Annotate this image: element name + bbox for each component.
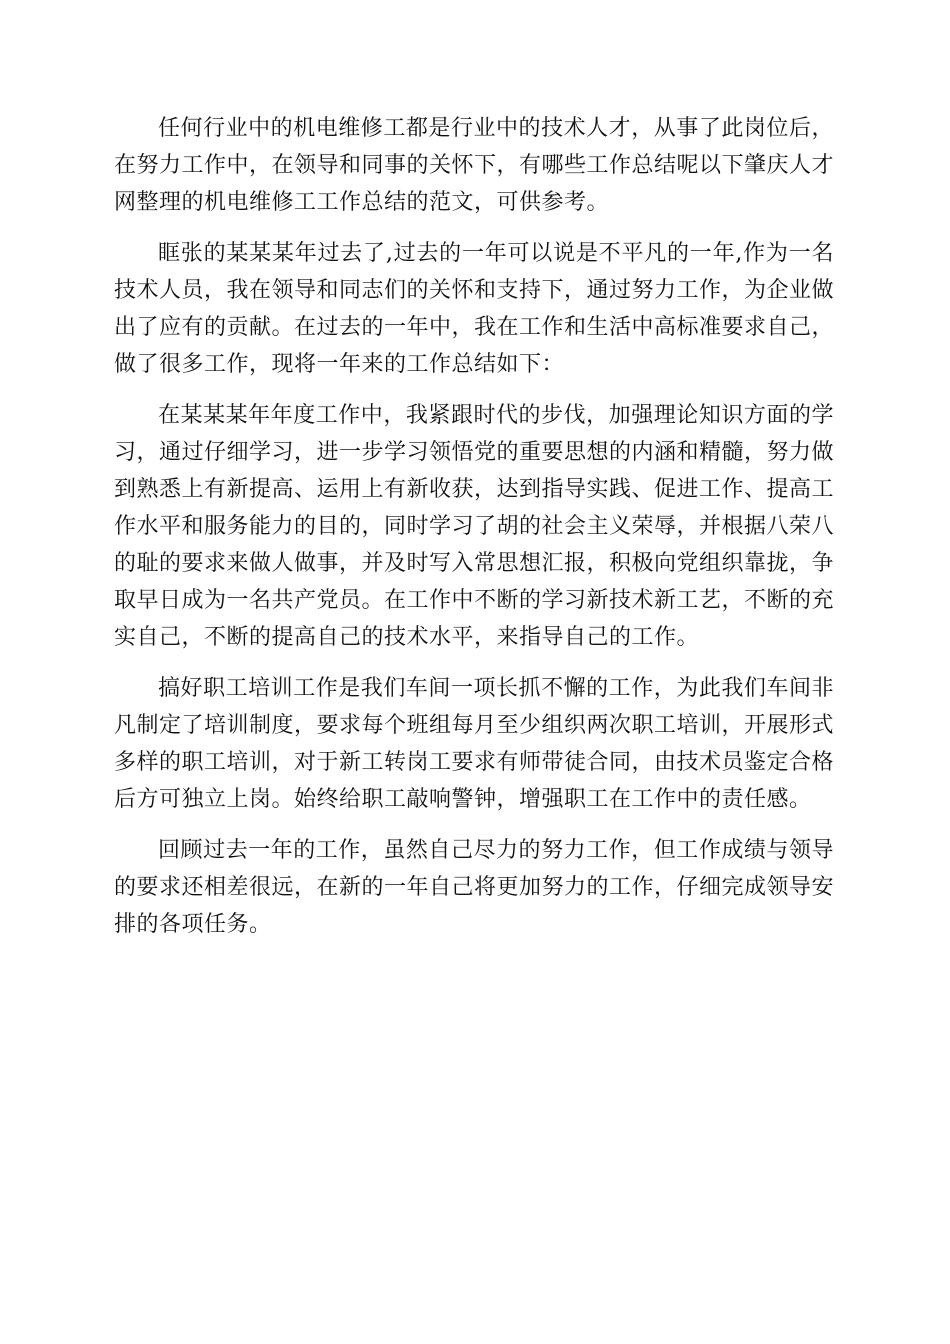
paragraph-intro: 任何行业中的机电维修工都是行业中的技术人才，从事了此岗位后，在努力工作中，在领导和同事的关怀下，有哪些工作总结呢以下肇庆人才网整理的机电维修工工作总结的范文，可供参考。 <box>114 116 835 215</box>
paragraph-study: 在某某某年年度工作中，我紧跟时代的步伐，加强理论知识方面的学习，通过仔细学习，进一步学习领悟党的重要思想的内涵和精髓，努力做到熟悉上有新提高、运用上有新收获，达到指导实践、促进工作、提高工作水平和服务能力的目的，同时学习了胡的社会主义荣辱，并根据八荣八的耻的要求来做人做事，并及时写入常思想汇报，积极向党组织靠拢，争取早日成为一名共产党员。在工作中不断的学习新技术新工艺，不断的充实自己，不断的提高自己的技术水平，来指导自己的工作。 <box>114 403 835 650</box>
document-body <box>114 110 834 957</box>
paragraph-year-review: 眶张的某某某年过去了,过去的一年可以说是不平凡的一年,作为一名技术人员，我在领导和同志们的关怀和支持下，通过努力工作，为企业做出了应有的贡献。在过去的一年中，我在工作和生活中高标准要求自己，做了很多工作，现将一年来的工作总结如下： <box>114 241 835 377</box>
paragraph-conclusion: 回顾过去一年的工作，虽然自己尽力的努力工作，但工作成绩与领导的要求还相差很远，在新的一年自己将更加努力的工作，仔细完成领导安排的各项任务。 <box>114 838 835 937</box>
paragraph-training: 搞好职工培训工作是我们车间一项长抓不懈的工作，为此我们车间非凡制定了培训制度，要求每个班组每月至少组织两次职工培训，开展形式多样的职工培训，对于新工转岗工要求有师带徒合同，由技术员鉴定合格后方可独立上岗。始终给职工敲响警钟，增强职工在工作中的责任感。 <box>114 676 835 812</box>
